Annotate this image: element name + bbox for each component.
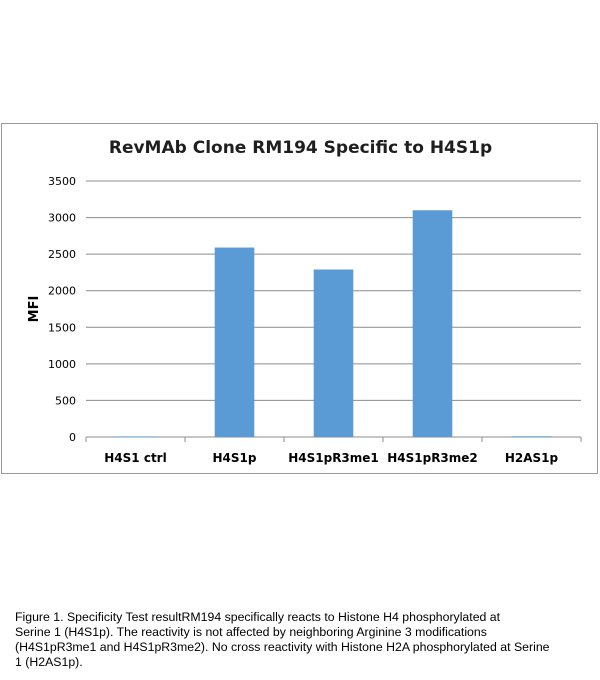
figure-caption xyxy=(15,610,600,670)
chart-title: RevMAb Clone RM194 Specific to H4S1p xyxy=(108,138,493,158)
y-tick-label: 3000 xyxy=(48,211,76,225)
caption-line: Figure 1. Specificity Test resultRM194 specifically reacts to Histone H4 phosphorylated at xyxy=(15,610,501,624)
bar xyxy=(215,248,255,437)
y-tick-label: 2000 xyxy=(48,284,76,298)
x-tick-label: H4S1 ctrl xyxy=(104,451,167,465)
bar xyxy=(314,270,354,437)
y-tick-label: 500 xyxy=(55,394,76,408)
y-tick-label: 1000 xyxy=(48,357,76,371)
y-tick-label: 2500 xyxy=(48,248,76,262)
x-tick-label: H2AS1p xyxy=(504,451,559,465)
x-tick-label: H4S1pR3me1 xyxy=(288,451,379,465)
bar-chart xyxy=(2,124,599,475)
caption-line: 1 (H2AS1p). xyxy=(15,655,83,669)
caption-line: Serine 1 (H4S1p). The reactivity is not affected by neighboring Arginine 3 modifications xyxy=(15,625,487,639)
chart-frame xyxy=(1,123,598,474)
x-tick-label: H4S1p xyxy=(212,451,257,465)
bar xyxy=(512,436,552,437)
x-tick-label: H4S1pR3me2 xyxy=(387,451,478,465)
bar xyxy=(413,210,453,437)
bar xyxy=(116,436,156,437)
y-tick-label: 0 xyxy=(69,431,76,444)
y-tick-label: 1500 xyxy=(48,321,76,335)
y-axis-label: MFI xyxy=(27,295,42,323)
caption-line: (H4S1pR3me1 and H4S1pR3me2). No cross reactivity with Histone H2A phosphorylated at Serine xyxy=(15,640,550,654)
y-tick-label: 3500 xyxy=(48,175,76,188)
